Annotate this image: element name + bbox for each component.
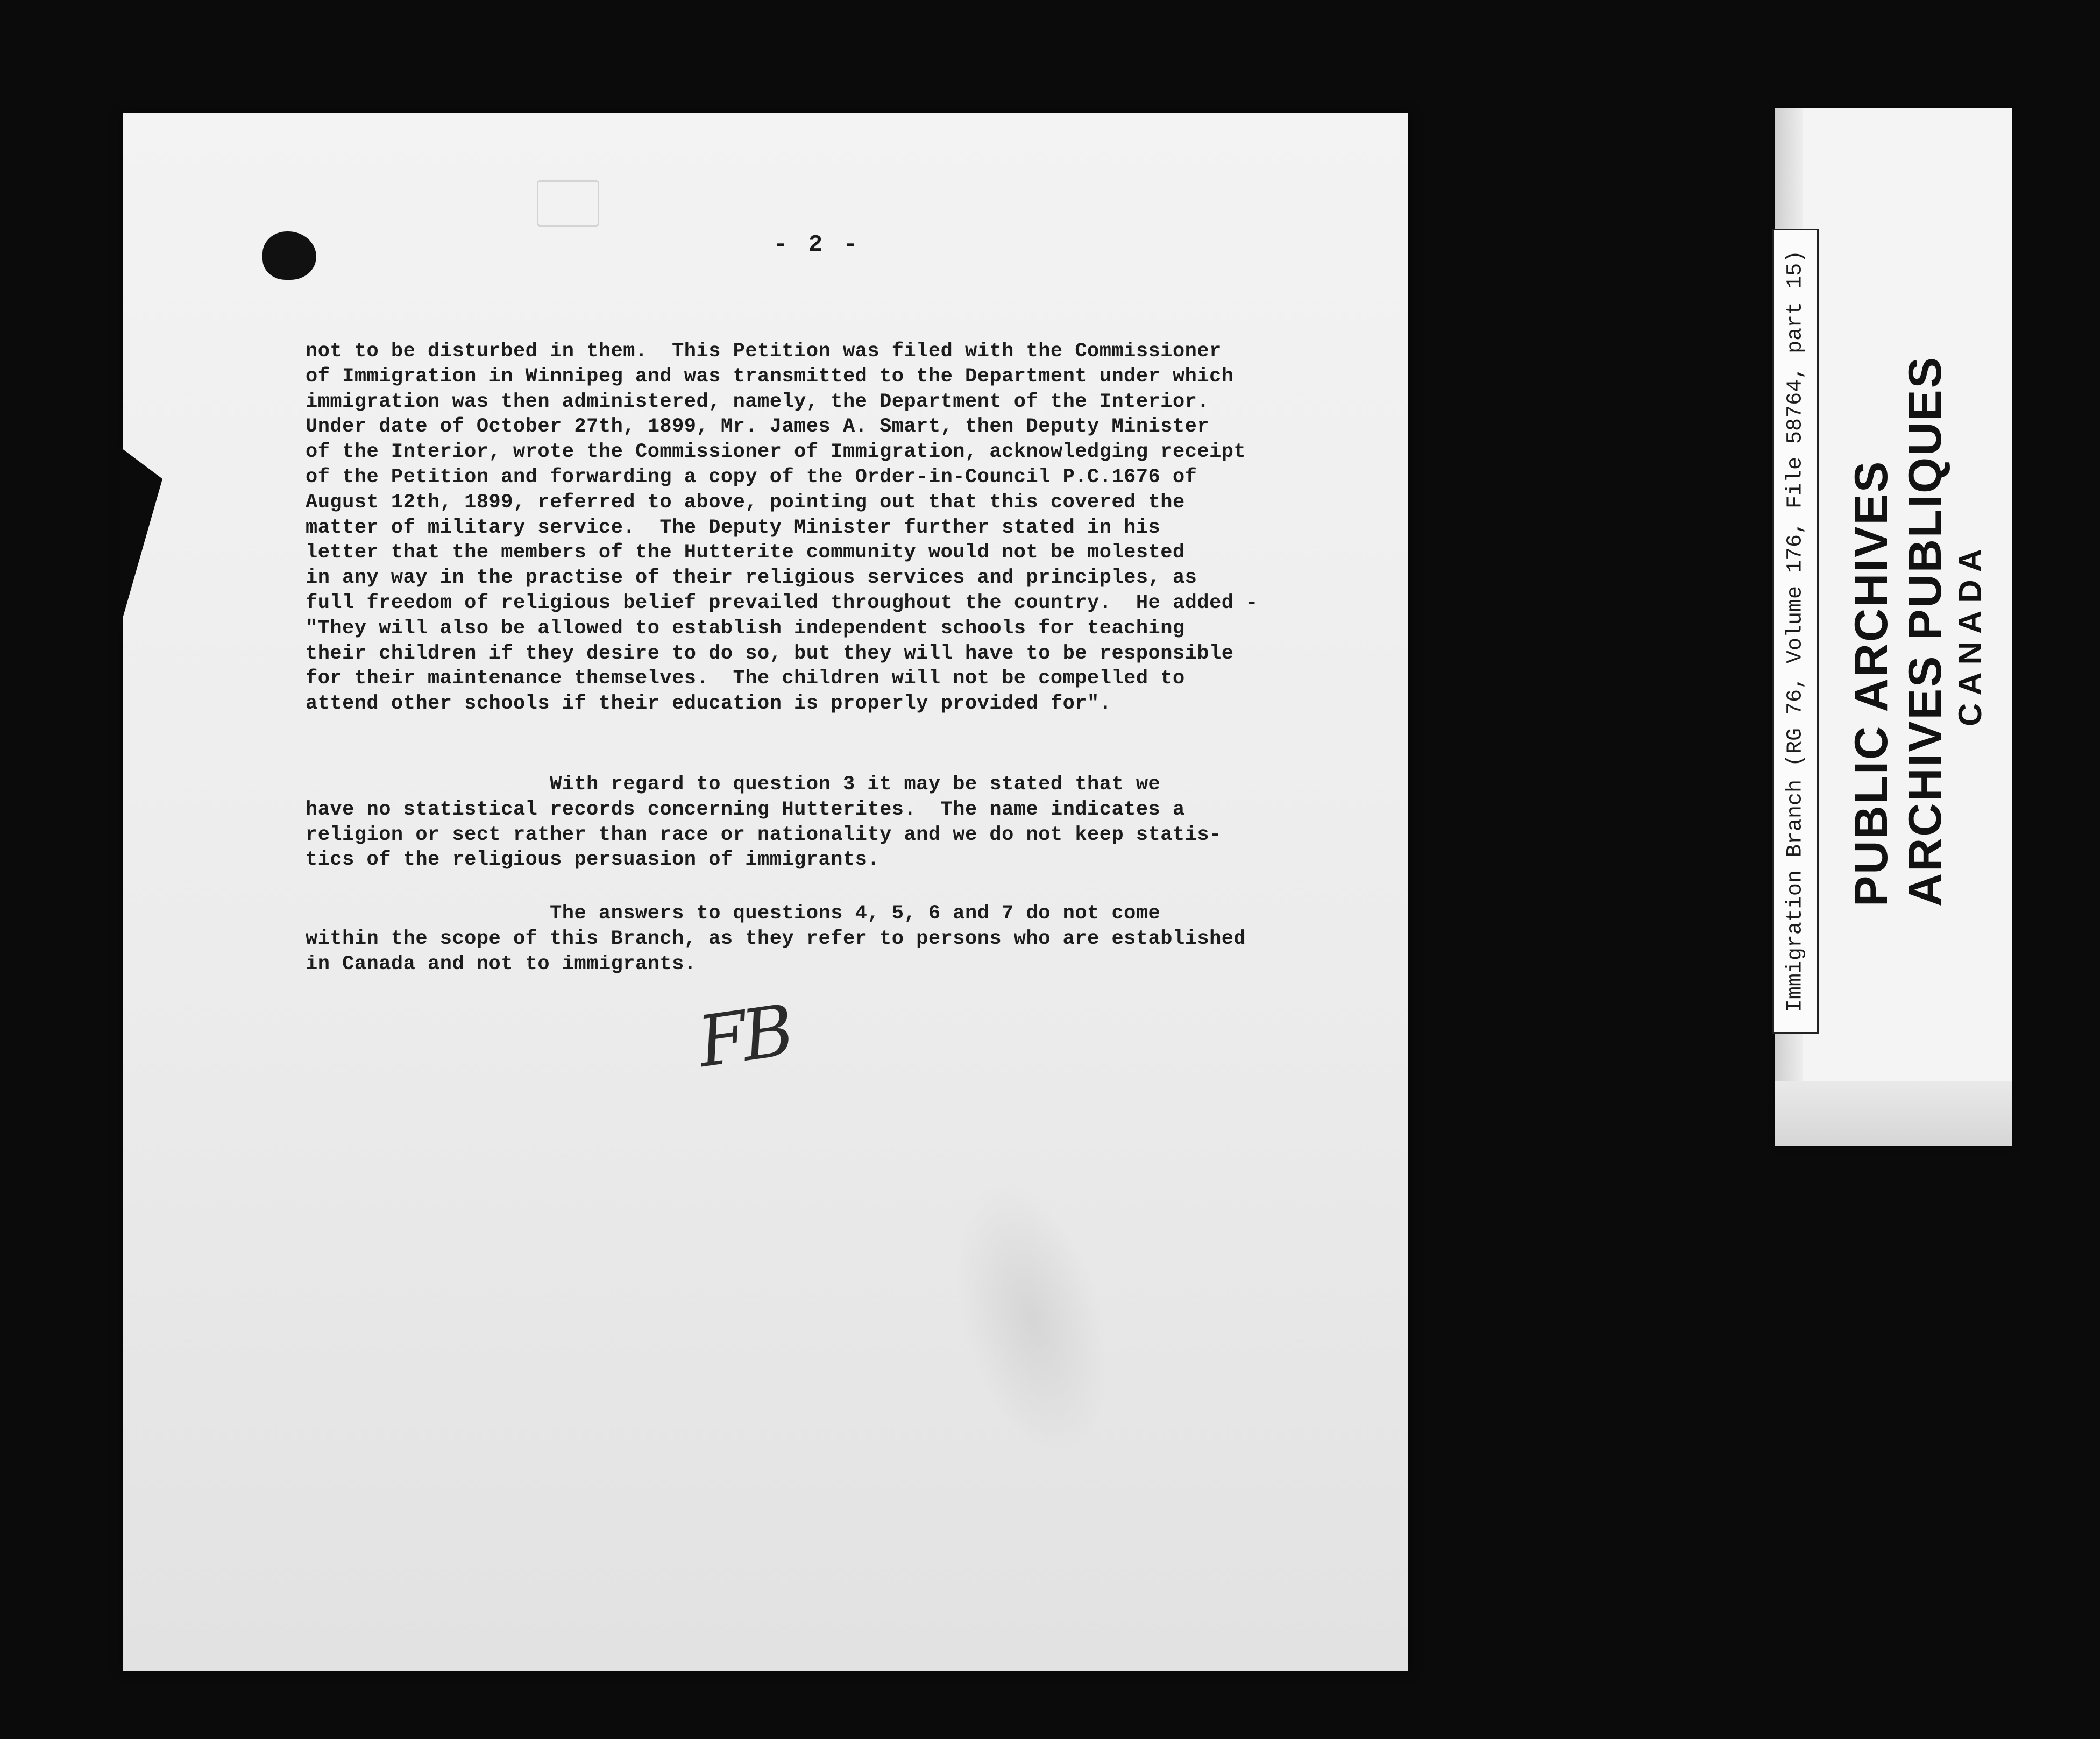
paragraph-2: With regard to question 3 it may be stated that we have no statistical records concerning Hutterites. The name indicates a religion or sect rather than race or nationality and we do not keep statis- tics of the religious persuasion of immigrants. — [306, 773, 1222, 872]
archive-reference-label — [1772, 229, 1819, 1034]
paragraph-3: The answers to questions 4, 5, 6 and 7 do not come within the scope of this Branch, as they refer to persons who are established in Canada and not to immigrants. — [306, 902, 1246, 975]
archive-title-english: PUBLIC ARCHIVES — [1846, 460, 1897, 907]
punch-hole — [262, 231, 316, 280]
pencil-mark — [537, 180, 599, 227]
torn-edge — [119, 447, 162, 630]
document-page — [123, 113, 1408, 1671]
page-smudge — [928, 1165, 1136, 1472]
handwritten-initials: FB — [693, 989, 795, 1084]
archive-title-french: ARCHIVES PUBLIQUES — [1899, 355, 1951, 907]
archive-reference-text: Immigration Branch (RG 76, Volume 176, File 58764, part 15) — [1783, 250, 1808, 1013]
archive-country: CANADA — [1952, 541, 1988, 726]
paragraph-1: not to be disturbed in them. This Petition was filed with the Commissioner of Immigration in Winnipeg and was transmitted to the Department under which immigration was then administered, namely, the Department of the Interior. Under date of October 27th, 1899, Mr. James A. Smart, then Deputy Minister of the Interior, wrote the Commissioner of Immigration, acknowledging receipt of the Petition and forwarding a copy of the Order-in-Council P.C.1676 of August 12th, 1899, referred to above, pointing out that this covered the matter of military service. The Deputy Minister further stated in his letter that the members of the Hutterite community would not be molested in any way in the practise of their religious services and principles, as full freedom of religious belief prevailed throughout the country. He added - "They will also be allowed to establish independent schools for teaching their children if they desire to do so, but they will have to be responsible for their maintenance themselves. The children will not be compelled to attend other schools if their education is properly provided for". — [306, 340, 1258, 716]
page-number: - 2 - — [774, 231, 861, 258]
card-bottom-strip — [1775, 1081, 2012, 1146]
